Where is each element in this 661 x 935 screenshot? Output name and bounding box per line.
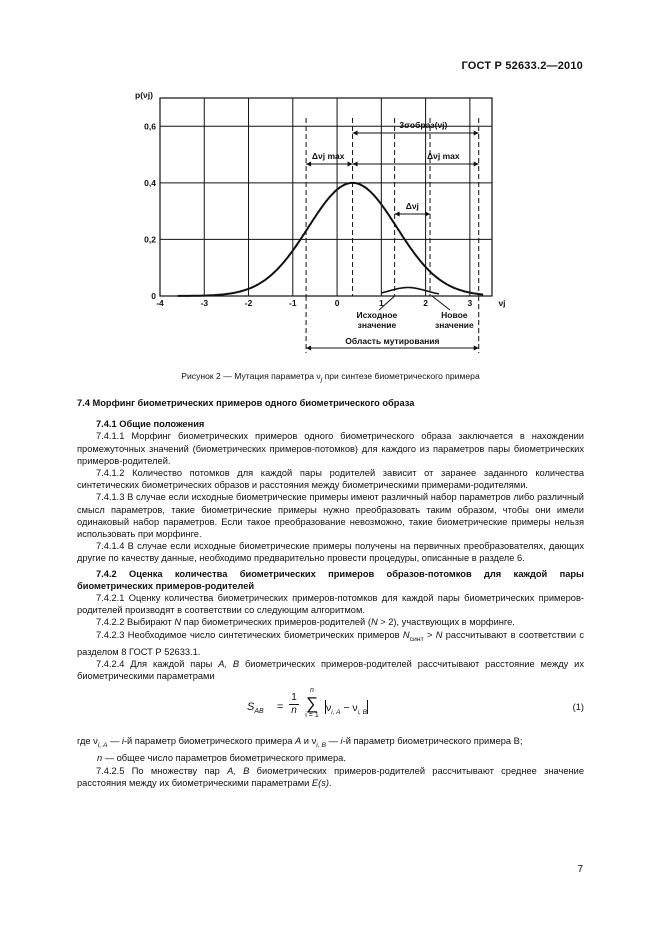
dv-max-left-arrow-head-right — [348, 162, 353, 167]
x-tick-label: 2 — [423, 298, 428, 308]
paragraph-7-4-1-3: 7.4.1.3 В случае если исходные биометрические примеры имеют различный набор параметров либо различный смысл параметров, такие биометрические примеры нужно преобразовать таким образом, чтобы они имели одинаковый набор параметров. Если такое преобразование невозможно, такие биометрические примеры нельзя использовать при морфинге. — [77, 492, 584, 540]
y-axis-label: p(νj) — [135, 90, 153, 100]
equation-number: (1) — [572, 702, 584, 713]
page-number: 7 — [577, 864, 583, 875]
mutation-figure — [110, 88, 530, 370]
document-body — [77, 397, 584, 789]
paragraph-7-4-2-2: 7.4.2.2 Выбирают N пар биометрических примеров-родителей (N > 2), участвующих в морфинге. — [96, 617, 515, 628]
sigma-arrow-head-right — [474, 131, 479, 136]
x-tick-label: -2 — [244, 298, 253, 308]
chart-labels — [135, 90, 506, 346]
region-label: Область мутирования — [345, 336, 440, 346]
region-arrow-head-left — [306, 346, 311, 351]
initial-label-1: Исходное — [356, 310, 398, 320]
initial-label-2: значение — [357, 320, 397, 330]
y-tick-label: 0,2 — [144, 234, 156, 245]
y-tick-label: 0,4 — [144, 177, 156, 188]
dv-max-right-arrow-head-right — [474, 162, 479, 167]
dv-max-right-arrow-head-left — [353, 162, 358, 167]
y-tick-label: 0,6 — [144, 121, 156, 132]
paragraph-7-4-2-5: 7.4.2.5 По множеству пар A, B биометрических примеров-родителей рассчитывают среднее значение расстояния между их биометрическими параметрами E(s). — [77, 765, 584, 788]
paragraph-7-4-2-4: 7.4.2.4 Для каждой пары A, B биометрических примеров-родителей рассчитывают расстояние между их биометрическими параметрами — [77, 658, 584, 682]
x-axis-label: νj — [498, 298, 506, 308]
caption-suffix: при синтезе биометрического примера — [322, 371, 480, 381]
paragraph-7-4-2-3: 7.4.2.3 Необходимое число синтетических биометрических примеров $N_{синт} > N$ рассчитывают в соответствии с разделом 8 ГОСТ Р 52633.1. — [77, 629, 584, 657]
paragraph-7-4-1-4: 7.4.1.4 В случае если исходные биометрические примеры получены на первичных преобразователях, дающих другие по качеству данные, необходимо предварительно провести процедуры, описанные в разделе 6. — [77, 541, 584, 564]
dv-label: Δνj — [405, 201, 419, 211]
y-tick-label: 0 — [151, 291, 156, 301]
x-tick-label: 0 — [334, 298, 340, 308]
region-arrow-head-right — [474, 346, 479, 351]
figure-caption — [0, 371, 661, 384]
dv-arrow-head-left — [395, 212, 400, 217]
sigma-arrow-head-left — [353, 131, 358, 136]
paragraph-7-4-1-2: 7.4.1.2 Количество потомков для каждой пары родителей зависит от заранее заданного количества синтетических биометрических образов и расстояния между биометрическими примерами-родителями. — [77, 468, 584, 491]
formula-1 — [77, 687, 584, 731]
formula-sum: n ∑ i = 1 — [305, 687, 319, 720]
standard-code: ГОСТ Р 52633.2—2010 — [461, 60, 583, 72]
x-tick-label: 3 — [467, 298, 473, 308]
formula-equals: = — [277, 701, 284, 714]
paragraph-7-4-1-1: 7.4.1.1 Морфинг биометрических примеров одного биометрического образа заключается в нахождении промежуточных значений (биометрических примеров-потомков) для каждого из параметров пары биометрических примеров-родителей. — [77, 431, 584, 466]
where-line-2: n — общее число параметров биометрического примера. — [97, 753, 346, 764]
caption-prefix: Рисунок 2 — Мутация параметра ν — [181, 371, 321, 381]
formula-lhs: $S_{AB}$ — [247, 701, 264, 716]
sigma-label: 3σобраз(νj) — [399, 120, 448, 130]
where-line-1: где $\nu_{i, A}$ — i-й параметр биометрического примера A и $\nu_{i, B}$ — i-й параметр биометрического примера B; — [77, 736, 523, 750]
new-label-2: значение — [435, 320, 474, 330]
section-7-4-2-heading: 7.4.2 Оценка количества биометрических примеров образов-потомков для каждой пары биометрических примеров-родителей — [77, 568, 584, 591]
section-7-4-heading: 7.4 Морфинг биометрических примеров одного биометрического образа — [77, 398, 415, 408]
dv-max-left-label: Δνj max — [311, 151, 345, 161]
caption-sub: j — [320, 376, 323, 384]
formula-fraction: $\frac{1}{n}$ — [289, 692, 299, 717]
formula-abs: $\nu_{i, A} - \nu_{i, B}$ — [326, 702, 368, 717]
new-pointer — [432, 296, 450, 310]
x-tick-label: -1 — [289, 298, 297, 308]
dv-arrow-head-right — [425, 212, 430, 217]
x-tick-label: 1 — [378, 298, 384, 308]
x-tick-label: -4 — [156, 298, 164, 308]
x-tick-label: -3 — [200, 298, 209, 308]
dv-max-right-label: Δνj max — [427, 151, 460, 161]
section-7-4-1-heading: 7.4.1 Общие положения — [96, 419, 205, 430]
paragraph-7-4-2-1: 7.4.2.1 Оценку количества биометрических примеров-потомков для каждой пары биометрических примеров-родителей производят в соответствии со следующим алгоритмом. — [77, 593, 584, 616]
dv-max-left-arrow-head-left — [306, 162, 311, 167]
new-label-1: Новое — [441, 310, 468, 320]
